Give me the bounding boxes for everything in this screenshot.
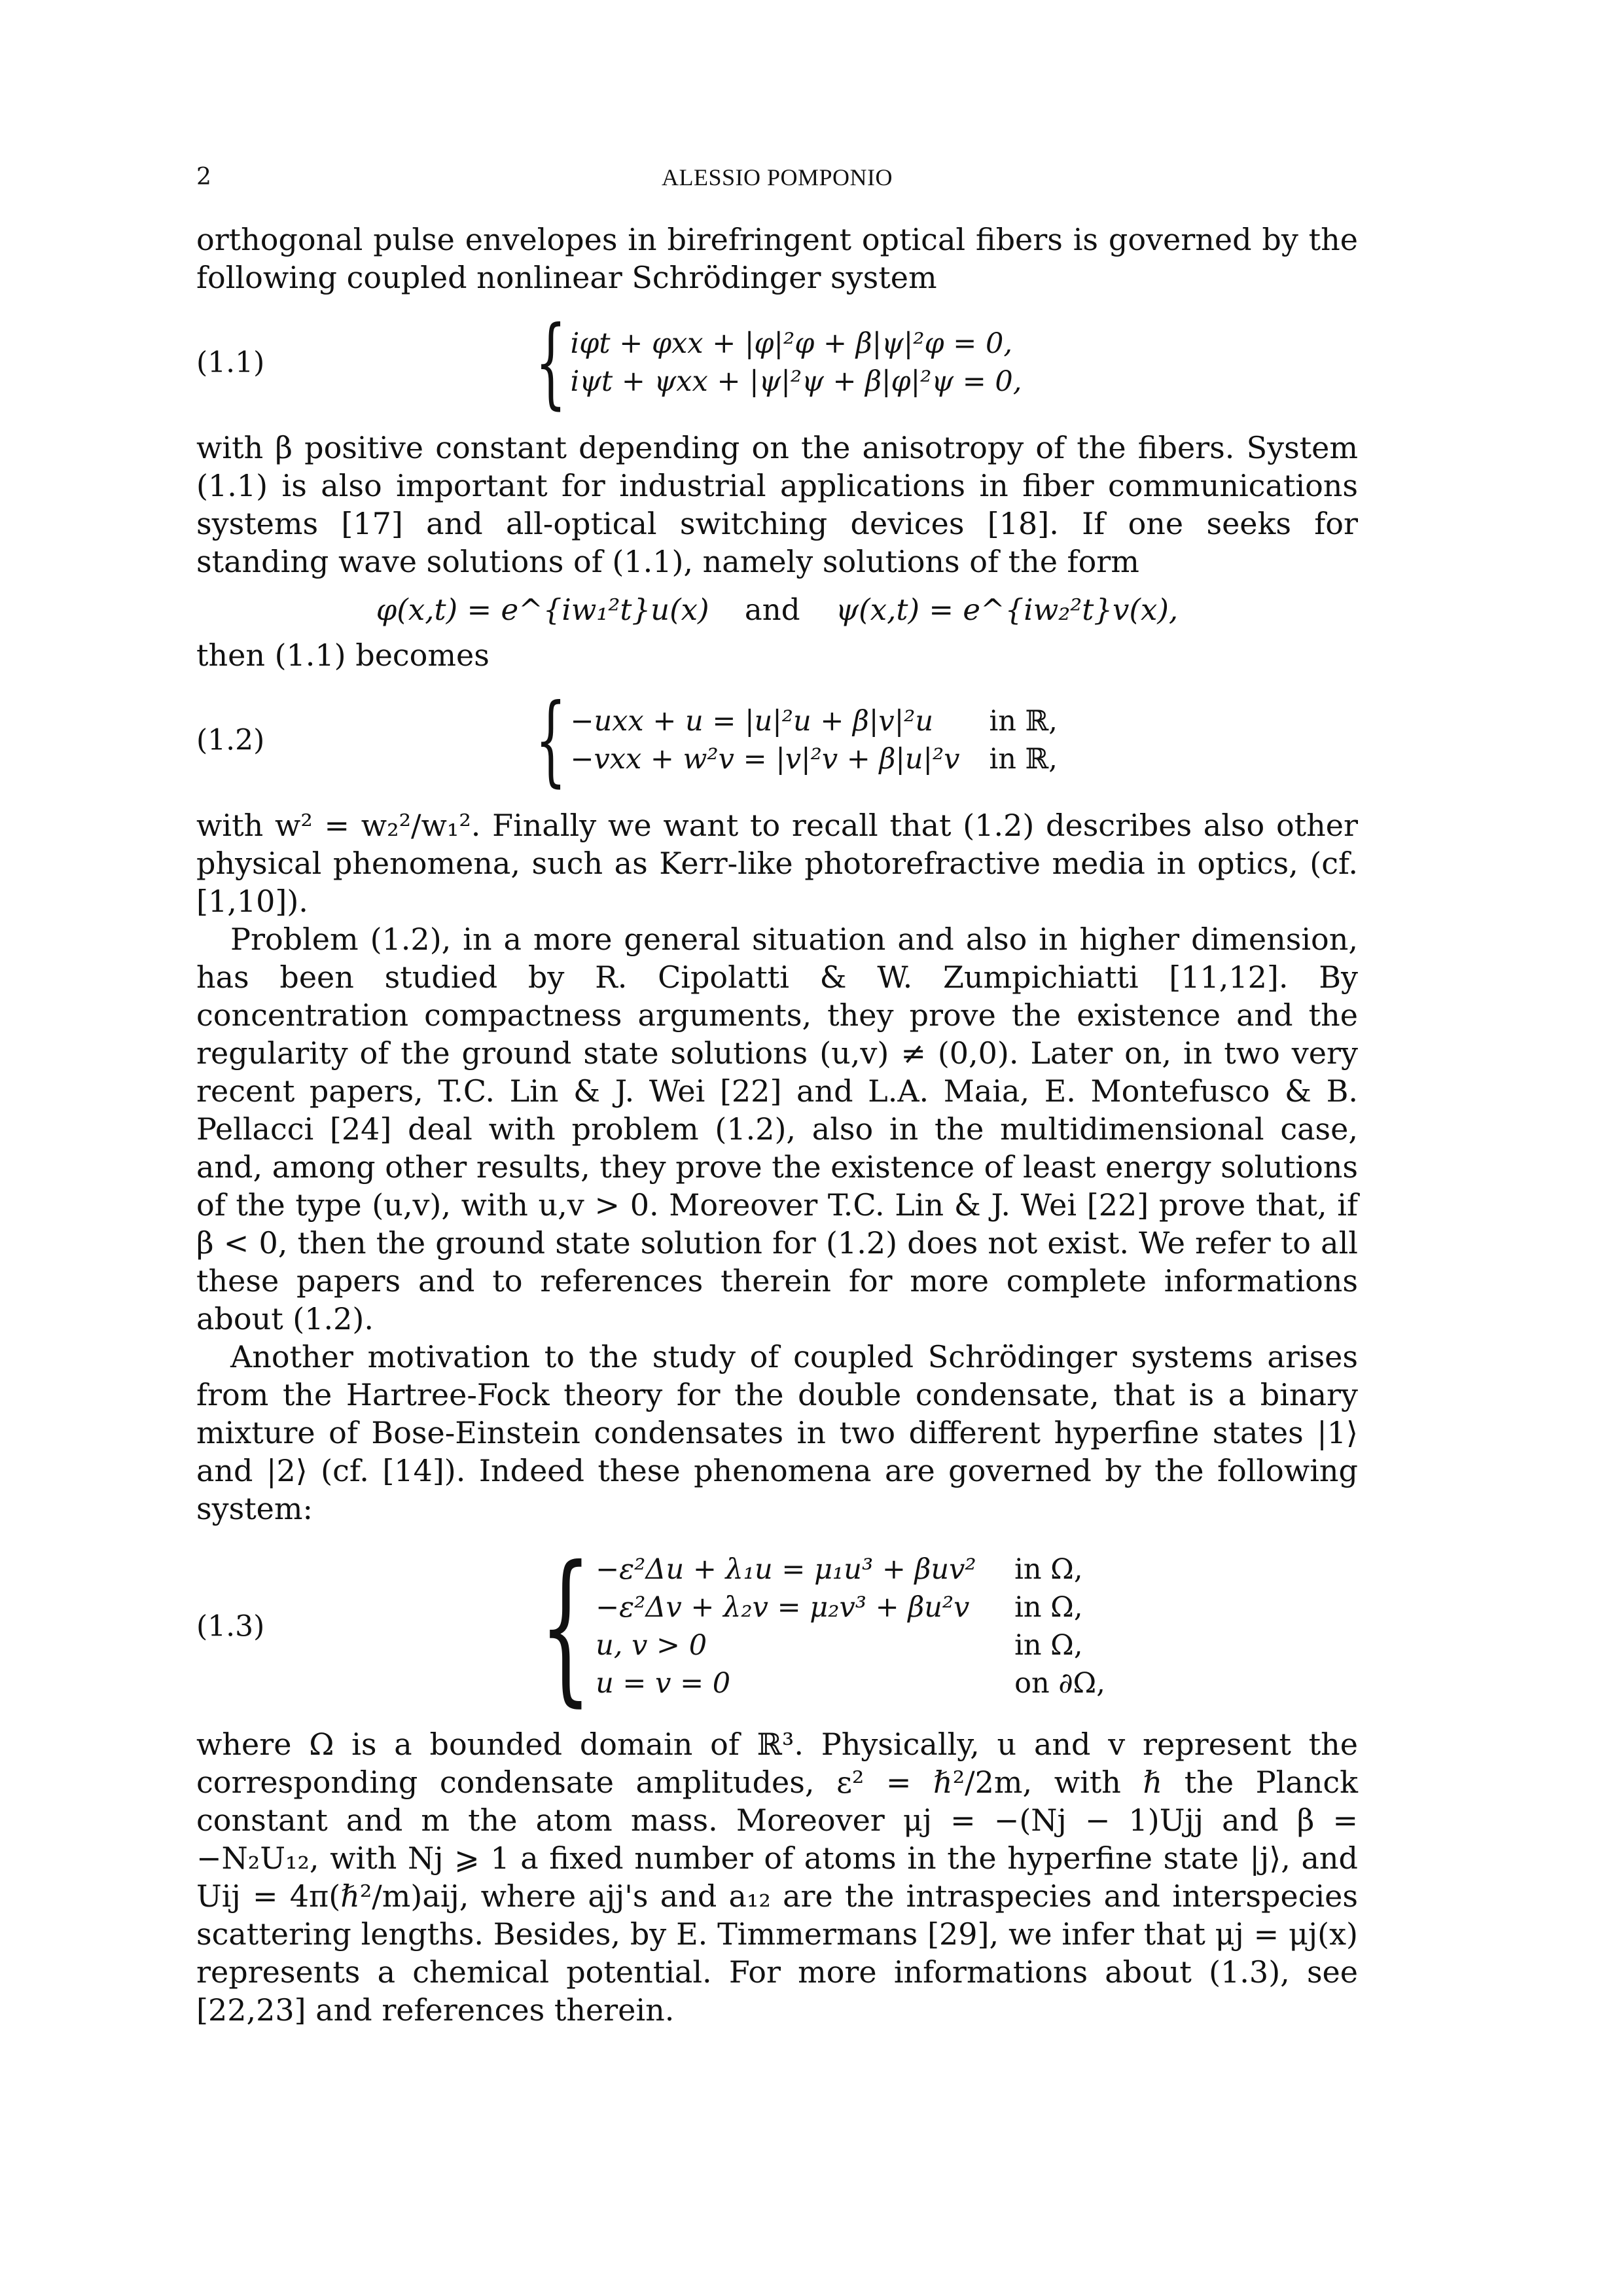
equation-line: iφt + φxx + |φ|²φ + β|ψ|²φ = 0,: [570, 327, 1013, 360]
page: [196, 164, 1358, 2029]
equation-line: −uxx + u = |u|²u + β|v|²u in ℝ,: [570, 705, 1058, 738]
running-title: ALESSIO POMPONIO: [661, 164, 893, 190]
equation-1-1: [196, 306, 1358, 420]
equation-label: (1.2): [196, 723, 265, 757]
equation-1-3: [196, 1531, 1358, 1721]
equation-line: −ε²Δv + λ₂v = μ₂v³ + βu²v in Ω,: [596, 1591, 1083, 1624]
left-brace: {: [535, 683, 567, 797]
paragraph-4: with w² = w₂²/w₁². Finally we want to recall that (1.2) describes also other physical phenomena, such as Kerr-like photorefractive media in optics, (cf. [1,10]).: [196, 808, 1358, 919]
page-number: 2: [196, 164, 211, 190]
paragraph-6: Another motivation to the study of coupled Schrödinger systems arises from the Hartree-Fock theory for the double condensate, that is a binary mixture of Bose-Einstein condensates in two different hyperfine states |1⟩ and |2⟩ (cf. [14]). Indeed these phenomena are governed by the following system:: [196, 1339, 1358, 1526]
paragraph-3: then (1.1) becomes: [196, 637, 490, 673]
equation-line: iψt + ψxx + |ψ|²ψ + β|φ|²ψ = 0,: [570, 365, 1022, 398]
paragraph-5: Problem (1.2), in a more general situation and also in higher dimension, has been studied by R. Cipolatti & W. Zumpichiatti [11,12]. By concentration compactness arguments, they prove the existence and the regularity of the ground state solutions (u,v) ≠ (0,0). Later on, in two very recent papers, T.C. Lin & J. Wei [22] and L.A. Maia, E. Montefusco & B. Pellacci [24] deal with problem (1.2), also in the multidimensional case, and, among other results, they prove the existence of least energy solutions of the type (u,v), with u,v > 0. Moreover T.C. Lin & J. Wei [22] prove that, if β < 0, then the ground state solution for (1.2) does not exist. We refer to all these papers and to references therein for more complete informations about (1.2).: [196, 922, 1358, 1336]
equation-label: (1.1): [196, 346, 265, 380]
left-brace: {: [535, 306, 567, 420]
equation-label: (1.3): [196, 1609, 265, 1643]
equation-1-2: [196, 683, 1358, 797]
paragraph-2: with β positive constant depending on the anisotropy of the fibers. System (1.1) is also important for industrial applications in fiber communications systems [17] and all-optical switching devices [18]. If one seeks for standing wave solutions of (1.1), namely solutions of the form: [196, 430, 1358, 579]
standing-wave-equation: φ(x,t) = e^{iw₁²t}u(x) and ψ(x,t) = e^{iw₂²t}v(x),: [376, 592, 1179, 627]
equation-line: u, v > 0 in Ω,: [596, 1629, 1083, 1662]
left-brace: {: [539, 1531, 592, 1721]
equation-line: −vxx + w²v = |v|²v + β|u|²v in ℝ,: [570, 743, 1058, 776]
equation-line: u = v = 0 on ∂Ω,: [596, 1667, 1105, 1700]
equation-line: −ε²Δu + λ₁u = μ₁u³ + βuv² in Ω,: [596, 1553, 1083, 1586]
page-header: [196, 164, 1358, 190]
paragraph-7: where Ω is a bounded domain of ℝ³. Physically, u and v represent the corresponding condensate amplitudes, ε² = ℏ²/2m, with ℏ the Planck constant and m the atom mass. Moreover μj = −(Nj − 1)Ujj and β = −N₂U₁₂, with Nj ⩾ 1 a fixed number of atoms in the hyperfine state |j⟩, and Uij = 4π(ℏ²/m)aij, where ajj's and a₁₂ are the intraspecies and interspecies scattering lengths. Besides, by E. Timmermans [29], we infer that μj = μj(x) represents a chemical potential. For more informations about (1.3), see [22,23] and references therein.: [196, 1727, 1358, 2028]
paragraph-1: orthogonal pulse envelopes in birefringent optical fibers is governed by the following coupled nonlinear Schrödinger system: [196, 222, 1358, 295]
